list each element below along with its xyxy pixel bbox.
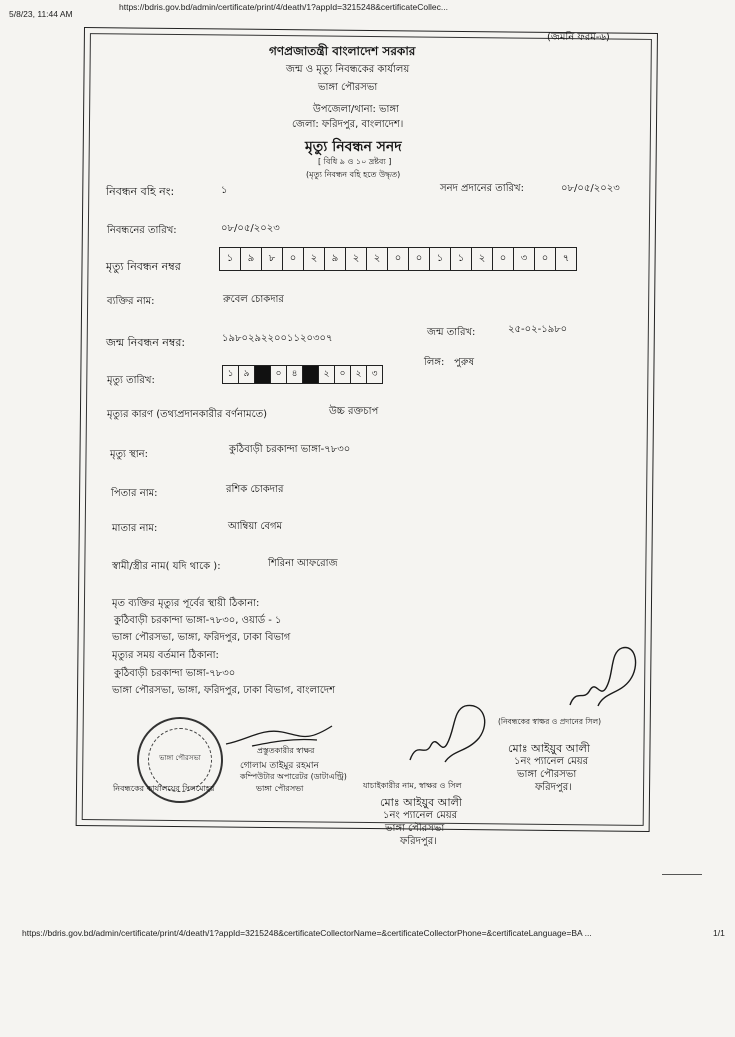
registrar-signature	[560, 640, 640, 715]
registrar-stamp-line4: ফরিদপুর।	[535, 782, 572, 793]
birth-reg-number-value: ১৯৮০২৯২২০০১১২০৩০৭	[222, 333, 333, 344]
death-place-label: মৃত্যু স্থান:	[110, 449, 148, 460]
preparer-caption: প্রস্তুতকারীর স্বাক্ষর	[257, 746, 315, 755]
print-url: https://bdris.gov.bd/admin/certificate/print/4/death/1?appId=3215248&certificateCollec...	[119, 2, 448, 12]
death-reg-digit-box: ১	[430, 248, 451, 270]
death-place-value: কুঠিবাড়ী চরকান্দা ভাঙ্গা-৭৮৩০	[229, 444, 351, 455]
permanent-address-label: মৃত ব্যক্তির মৃত্যুর পূর্বের স্থায়ী ঠিকানা:	[112, 598, 260, 609]
registration-date-value: ০৮/০৫/২০২৩	[221, 223, 280, 234]
death-reg-digit-box: ০	[283, 248, 304, 270]
person-name-value: রুবেল চোকদার	[223, 294, 284, 305]
government-title: গণপ্রজাতন্ত্রী বাংলাদেশ সরকার	[269, 44, 416, 58]
father-value: রশিক চোকদার	[226, 484, 284, 495]
death-reg-digit-box: ২	[472, 248, 493, 270]
sex-label: লিঙ্গ:	[424, 357, 445, 368]
death-reg-digit-box: ২	[304, 248, 325, 270]
death-date-boxes	[222, 365, 383, 384]
verifier-stamp-line1: মোঃ আইয়ুব আলী	[380, 796, 462, 809]
death-date-digit-box: ২	[319, 366, 335, 383]
verifier-stamp-line2: ১নং প্যানেল মেয়র	[383, 810, 458, 821]
rule-reference: [ বিধি ৯ ও ১০ দ্রষ্টব্য ]	[318, 157, 392, 166]
cause-label: মৃত্যুর কারণ (তথ্যপ্রদানকারীর বর্ণনামতে)	[107, 409, 268, 420]
death-reg-digit-box: ৮	[262, 248, 283, 270]
verifier-stamp-line4: ফরিদপুর।	[400, 836, 437, 847]
mother-label: মাতার নাম:	[112, 523, 158, 534]
current-address-line1: কুঠিবাড়ী চরকান্দা ভাঙ্গা-৭৮৩০	[114, 668, 236, 679]
current-address-label: মৃত্যুর সময় বর্তমান ঠিকানা:	[112, 650, 219, 661]
death-reg-digit-box: ১	[220, 248, 241, 270]
death-date-digit-box: ২	[351, 366, 367, 383]
death-date-digit-box: ০	[335, 366, 351, 383]
office-name: জন্ম ও মৃত্যু নিবন্ধকের কার্যালয়	[286, 64, 410, 75]
verifier-stamp-line3: ভাঙ্গা পৌরসভা	[385, 823, 445, 834]
registrar-stamp-line1: মোঃ আইয়ুব আলী	[508, 742, 590, 755]
municipality-name: ভাঙ্গা পৌরসভা	[318, 82, 378, 93]
death-reg-digit-box: ০	[493, 248, 514, 270]
death-reg-digit-box: ৩	[514, 248, 535, 270]
death-reg-digit-box: ৯	[325, 248, 346, 270]
death-reg-digit-box: ৭	[562, 253, 570, 264]
print-page-number: 1/1	[713, 928, 725, 938]
person-name-label: ব্যক্তির নাম:	[107, 296, 155, 307]
preparer-stamp-line2: কম্পিউটার অপারেটর (ডাটাএন্ট্রি)	[240, 772, 347, 781]
current-address-line2: ভাঙ্গা পৌরসভা, ভাঙ্গা, ফরিদপুর, ঢাকা বিভাগ, বাংলাদেশ	[112, 685, 336, 696]
dob-label: জন্ম তারিখ:	[427, 327, 476, 338]
death-reg-digit-box: ১	[451, 248, 472, 270]
cause-value: উচ্চ রক্তচাপ	[329, 406, 379, 417]
father-label: পিতার নাম:	[111, 488, 158, 499]
death-reg-digit-box: ২	[346, 248, 367, 270]
extract-note: (মৃত্যু নিবন্ধন বহি হতে উদ্ধৃত)	[306, 170, 401, 179]
book-number-value: ১	[221, 185, 228, 196]
dob-value: ২৫-০২-১৯৮০	[508, 324, 568, 335]
verifier-caption: যাচাইকারীর নাম, স্বাক্ষর ও সিল	[363, 781, 462, 790]
death-date-digit-box: ৪	[287, 366, 303, 383]
registrar-caption: (নিবন্ধকের স্বাক্ষর ও প্রদানের সিল)	[498, 717, 601, 726]
birth-reg-number-label: জন্ম নিবন্ধন নম্বর:	[106, 336, 186, 349]
death-reg-number-label: মৃত্যু নিবন্ধন নম্বর	[106, 260, 181, 273]
death-date-digit-box: ১	[223, 366, 239, 383]
spouse-value: শিরিনা আফরোজ	[268, 558, 338, 569]
sex-value: পুরুষ	[454, 357, 474, 368]
death-reg-digit-box: ২	[367, 248, 388, 270]
death-date-digit-box	[303, 366, 319, 383]
registrar-stamp-line3: ভাঙ্গা পৌরসভা	[517, 769, 577, 780]
death-date-digit-box	[255, 366, 271, 383]
print-datetime: 5/8/23, 11:44 AM	[9, 9, 73, 19]
death-date-digit-box: ০	[271, 366, 287, 383]
mother-value: আম্বিয়া বেগম	[228, 521, 283, 532]
upazila-line: উপজেলা/থানা: ভাঙ্গা	[313, 104, 399, 115]
death-reg-digit-box: ০	[388, 248, 409, 270]
death-date-label: মৃত্যু তারিখ:	[107, 375, 155, 386]
scan-mark	[662, 874, 702, 875]
registration-date-label: নিবন্ধনের তারিখ:	[107, 225, 177, 236]
book-number-label: নিবন্ধন বহি নং:	[106, 185, 175, 198]
issue-date-value: ০৮/০৫/২০২৩	[561, 183, 620, 194]
permanent-address-line2: ভাঙ্গা পৌরসভা, ভাঙ্গা, ফরিদপুর, ঢাকা বিভাগ	[112, 632, 291, 643]
verifier-signature	[405, 700, 495, 770]
death-reg-digit-box: ০	[535, 248, 556, 270]
print-footer-url: https://bdris.gov.bd/admin/certificate/print/4/death/1?appId=3215248&certificateCollectorName=&certificateCollectorPhone=&certificateLanguage=BA ...	[22, 928, 592, 938]
preparer-stamp-line3: ভাঙ্গা পৌরসভা	[256, 784, 304, 793]
death-reg-digit-box: ০	[409, 248, 430, 270]
issue-date-label: সনদ প্রদানের তারিখ:	[440, 183, 524, 194]
seal-caption: নিবন্ধকের কার্যালয়ের সিলমোহর	[113, 784, 215, 793]
district-line: জেলা: ফরিদপুর, বাংলাদেশ।	[292, 119, 404, 130]
death-date-digit-box: ৩	[371, 369, 378, 379]
form-number: (জমনি ফরম-৬)	[547, 32, 610, 43]
preparer-stamp-line1: গোলাম তাইমুর রহমান	[240, 761, 319, 771]
spouse-label: স্বামী/স্ত্রীর নাম( যদি থাকে ):	[112, 561, 221, 572]
death-reg-digit-box: ৯	[241, 248, 262, 270]
death-reg-number-boxes	[219, 247, 577, 271]
permanent-address-line1: কুঠিবাড়ী চরকান্দা ভাঙ্গা-৭৮৩০, ওয়ার্ড - ১	[114, 615, 282, 626]
registrar-stamp-line2: ১নং প্যানেল মেয়র	[514, 756, 589, 767]
death-date-digit-box: ৯	[239, 366, 255, 383]
seal-text: ভাঙ্গা পৌরসভা	[159, 754, 201, 762]
certificate-title: মৃত্যু নিবন্ধন সনদ	[305, 139, 402, 155]
